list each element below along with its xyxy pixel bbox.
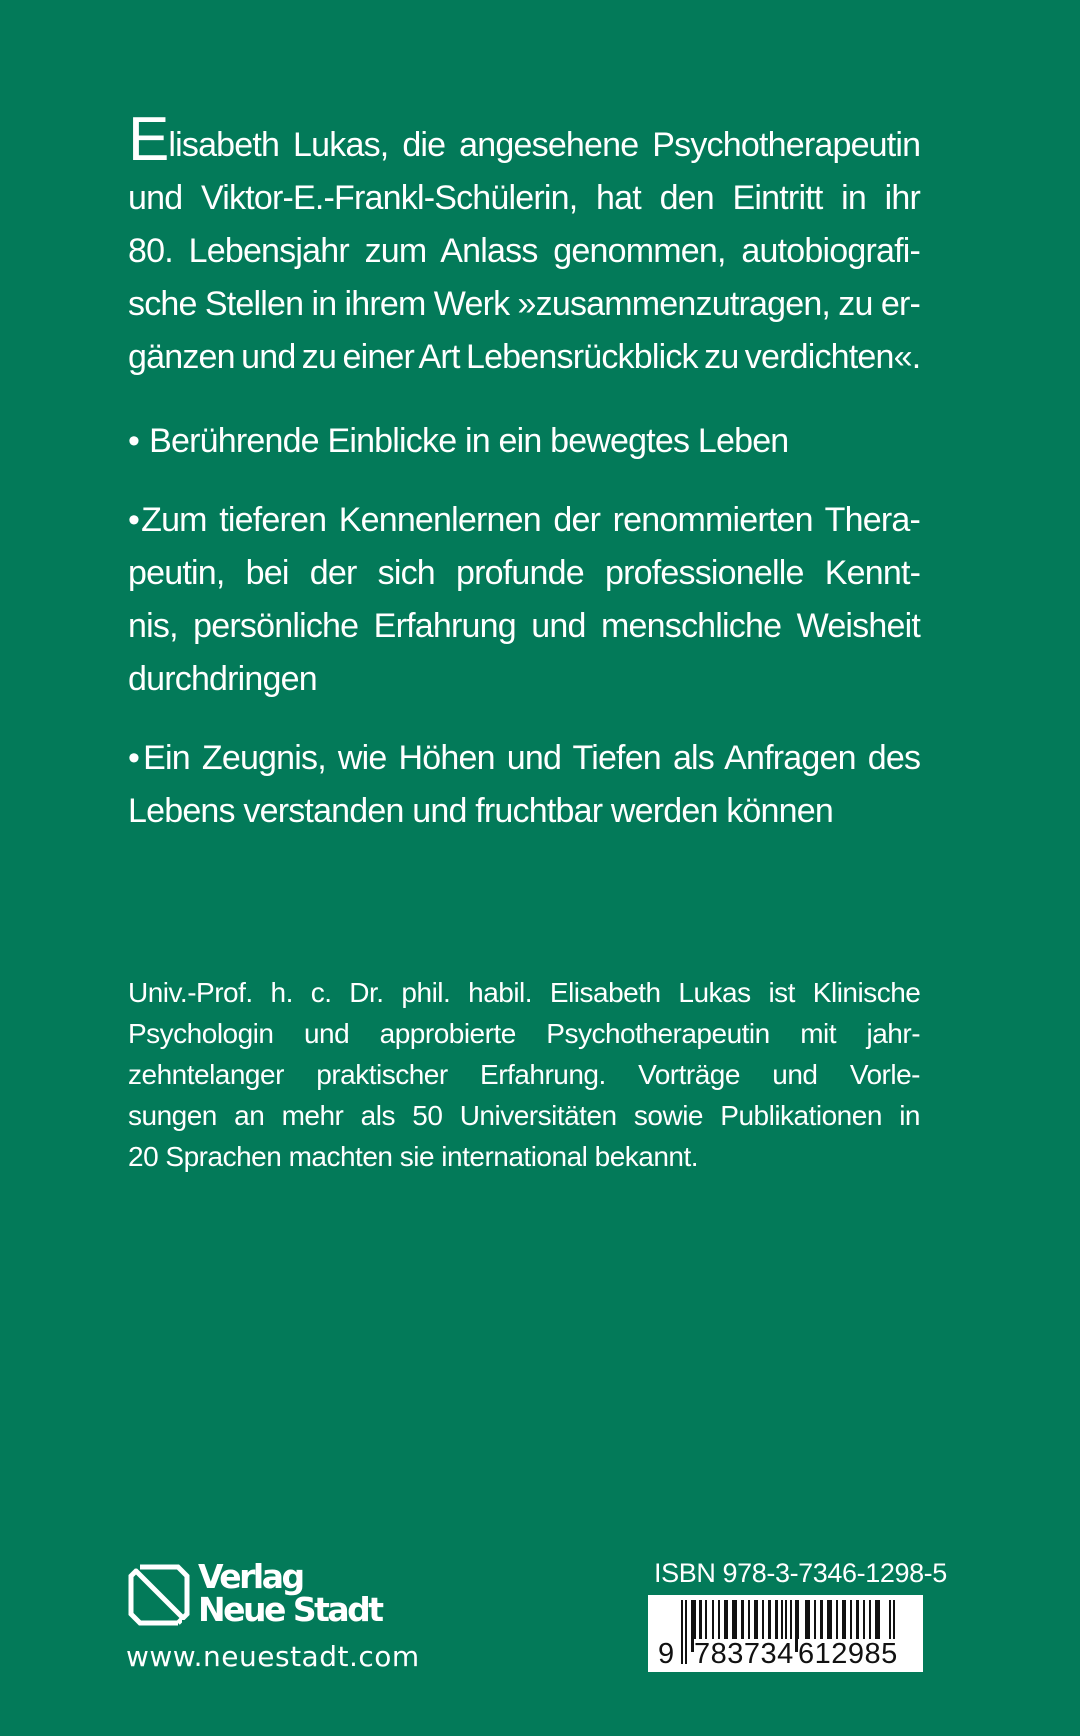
publisher-logo <box>126 1557 446 1632</box>
dropcap-letter: E <box>128 105 170 174</box>
bullet-2-line-2: peutin, bei der sich profunde professionelle Kennt- <box>128 554 921 592</box>
publisher-name <box>198 1557 382 1629</box>
bio-line-1: Univ.-Prof. h. c. Dr. phil. habil. Elisabeth Lukas ist Klinische <box>128 977 921 1008</box>
publisher-logo-icon <box>126 1562 192 1628</box>
publisher-website: www.neuestadt.com <box>126 1640 420 1673</box>
intro-line-1 <box>128 105 921 174</box>
bullet-item-1 <box>128 415 920 468</box>
bullet-2-text-1: Zum tieferen Kennenlernen der renommierten Thera- <box>141 501 920 539</box>
bullet-dot: • <box>128 422 140 460</box>
bullet-dot: • <box>128 501 140 539</box>
bullet-dot: • <box>128 739 140 777</box>
bullet-3-line-2: Lebens verstanden und fruchtbar werden können <box>128 792 833 830</box>
bullet-item-3 <box>128 732 920 838</box>
isbn-label: ISBN 978-3-7346-1298-5 <box>654 1558 947 1588</box>
bullet-item-2 <box>128 494 920 706</box>
bio-line-3: zehntelanger praktischer Erfahrung. Vorträge und Vorle- <box>128 1059 920 1090</box>
intro-line-3: 80. Lebensjahr zum Anlass genommen, autobiografi- <box>128 232 920 270</box>
intro-paragraph <box>128 105 921 384</box>
author-bio <box>128 972 920 1177</box>
bullet-3-text-1: Ein Zeugnis, wie Höhen und Tiefen als Anfragen des <box>143 739 921 777</box>
isbn-barcode <box>648 1595 923 1672</box>
barcode-digits-left: 783734 <box>694 1638 794 1670</box>
intro-line-2: und Viktor-E.-Frankl-Schülerin, hat den Eintritt in ihr <box>128 179 921 217</box>
intro-line-5: gänzen und zu einer Art Lebensrückblick zu verdichten«. <box>128 338 921 376</box>
publisher-name-line-1: Verlag <box>198 1557 303 1596</box>
barcode-digits-right: 612985 <box>798 1638 898 1670</box>
bullet-2-line-3: nis, persönliche Erfahrung und menschliche Weisheit <box>128 607 921 645</box>
intro-line-1-text: lisabeth Lukas, die angesehene Psychotherapeutin <box>168 126 921 164</box>
intro-line-4: sche Stellen in ihrem Werk »zusammenzutragen, zu er- <box>128 285 920 323</box>
bullet-2-line-1 <box>128 494 920 547</box>
publisher-name-line-2: Neue Stadt <box>198 1590 382 1629</box>
bio-line-2: Psychologin und approbierte Psychotherapeutin mit jahr- <box>128 1018 921 1049</box>
bullet-1-line-1 <box>128 415 920 468</box>
bio-line-4: sungen an mehr als 50 Universitäten sowie Publikationen in <box>128 1100 920 1131</box>
bullet-3-line-1 <box>128 732 920 785</box>
bullet-1-text: Berührende Einblicke in ein bewegtes Leben <box>149 422 789 460</box>
bullet-2-line-4: durchdringen <box>128 660 317 698</box>
barcode-digit-first: 9 <box>658 1638 675 1670</box>
bio-line-5: 20 Sprachen machten sie international bekannt. <box>128 1141 699 1172</box>
